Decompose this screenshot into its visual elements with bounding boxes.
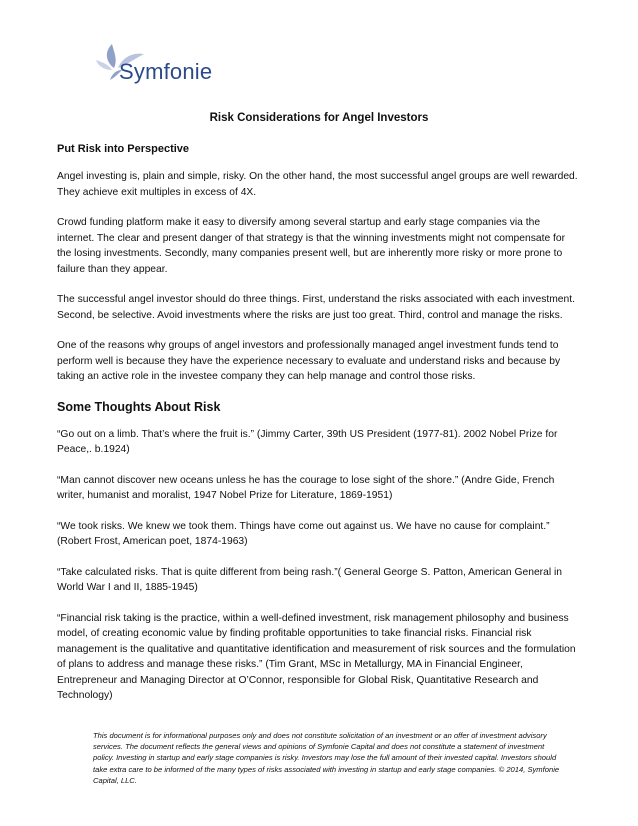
paragraph: The successful angel investor should do three things. First, understand the risks associated with each investment. Second, be selective. Avoid investments where the risks are just too great. Third, control and manage the risks. [57,294,575,321]
quote-paragraph: “Man cannot discover new oceans unless he has the courage to lose sight of the shore.” (Andre Gide, French writer, humanist and moralist, 1947 Nobel Prize for Literature, 1869-1951) [57,474,555,501]
section-heading-perspective: Put Risk into Perspective [57,143,190,155]
section-heading-thoughts: Some Thoughts About Risk [57,399,221,414]
quote-paragraph: “We took risks. We knew we took them. Things have come out against us. We have no cause for complaint.” (Robert Frost, American poet, 1874-1963) [57,520,550,547]
paragraph: Angel investing is, plain and simple, risky. On the other hand, the most successful angel groups are well rewarded. They achieve exit multiples in excess of 4X. [57,171,578,198]
quote-paragraph: “Financial risk taking is the practice, within a well-defined investment, risk management philosophy and business model, of creating economic value by finding profitable opportunities to take financial risks. Financial risk management is the qualitative and quantitative identification and measurement of risk sources and the formulation of plans to address and manage these risks.” (Tim Grant, MSc in Metallurgy, MA in Financial Engineer, Entrepreneur and Managing Director at O’Connor, responsible for Global Risk, Quantitative Research and Technology) [57,612,576,701]
quote-paragraph: “Go out on a limb. That’s where the fruit is.” (Jimmy Carter, 39th US President (1977-81). 2002 Nobel Prize for Peace,. b.1924) [57,428,558,455]
paragraph: Crowd funding platform make it easy to diversify among several startup and early stage companies via the internet. The clear and present danger of that strategy is that the winning investments might not compensate for the losing investments. Secondly, many companies present well, but are inherently more risky or more prone to failure than they appear. [57,217,566,275]
quote-paragraph: “Take calculated risks. That is quite different from being rash.”( General George S. Patton, American General in World War I and II, 1885-1945) [57,566,562,593]
logo-text: Symfonie [119,59,213,84]
document-body [57,143,580,719]
page-title: Risk Considerations for Angel Investors [209,112,429,124]
disclaimer-footer: This document is for informational purposes only and does not constitute solicitation of an investment or an offer of investment advisory services. The document reflects the general views and opinions of Symfonie Capital and does not constitute a statement of investment policy. Investing in startup and early stage companies is risky. Investors may lose the full amount of their invested capital. Investors should take extra care to be informed of the many types of risks associated with investing in startup and early stage companies. © 2014, Symfonie Capital, LLC. [93,731,560,785]
paragraph: One of the reasons why groups of angel investors and professionally managed angel investment funds tend to perform well is because they have the experience necessary to evaluate and understand risks and because by taking an active role in the investee company they can help manage and control those risks. [57,340,561,382]
company-logo [92,40,252,90]
